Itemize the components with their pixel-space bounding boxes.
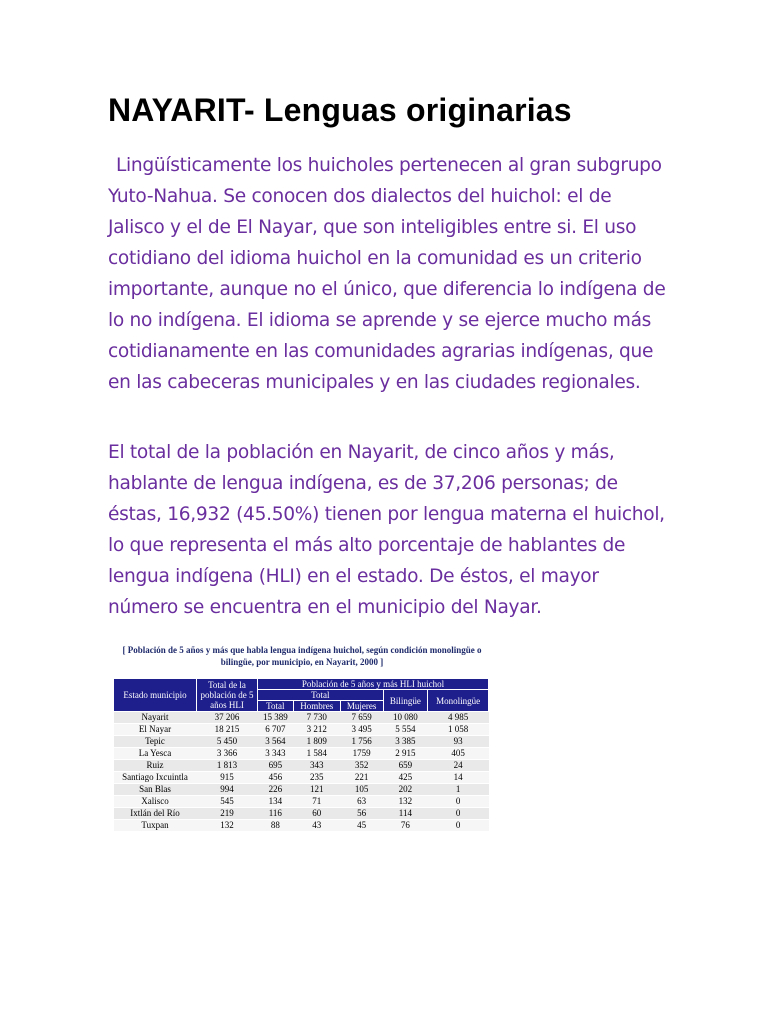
value-cell: 5 554 xyxy=(383,724,428,736)
header-total-poblacion: Total de la población de 5 años HLI xyxy=(197,679,258,712)
value-cell: 3 385 xyxy=(383,736,428,748)
value-cell: 56 xyxy=(340,808,383,820)
header-mujeres: Mujeres xyxy=(340,701,383,712)
value-cell: 1 809 xyxy=(293,736,340,748)
value-cell: 63 xyxy=(340,796,383,808)
value-cell: 405 xyxy=(428,748,489,760)
table-row xyxy=(114,784,489,796)
municipio-cell: Xalisco xyxy=(114,796,197,808)
value-cell: 1 xyxy=(428,784,489,796)
value-cell: 4 985 xyxy=(428,712,489,724)
value-cell: 134 xyxy=(258,796,294,808)
value-cell: 226 xyxy=(258,784,294,796)
value-cell: 10 080 xyxy=(383,712,428,724)
table-row xyxy=(114,724,489,736)
header-estado: Estado municipio xyxy=(114,679,197,712)
municipio-cell: Santiago Ixcuintla xyxy=(114,772,197,784)
municipio-cell: Ixtlán del Río xyxy=(114,808,197,820)
table-row xyxy=(114,748,489,760)
header-total-group: Total xyxy=(258,690,384,701)
municipio-cell: La Yesca xyxy=(114,748,197,760)
value-cell: 60 xyxy=(293,808,340,820)
value-cell: 132 xyxy=(197,820,258,832)
value-cell: 88 xyxy=(258,820,294,832)
header-total: Total xyxy=(258,701,294,712)
value-cell: 221 xyxy=(340,772,383,784)
value-cell: 116 xyxy=(258,808,294,820)
value-cell: 18 215 xyxy=(197,724,258,736)
value-cell: 425 xyxy=(383,772,428,784)
municipio-cell: Tuxpan xyxy=(114,820,197,832)
paragraph-population: El total de la población en Nayarit, de cinco años y más, hablante de lengua indígena, es de 37,206 personas; de éstas, 16,932 (45.50%) tienen por lengua materna el huichol, lo que representa el más alto porcentaje de hablantes de lengua indígena (HLI) en el estado. De éstos, el mayor número se encuentra en el municipio del Nayar. xyxy=(108,442,665,618)
value-cell: 15 389 xyxy=(258,712,294,724)
table-row xyxy=(114,712,489,724)
table-row xyxy=(114,796,489,808)
value-cell: 1 058 xyxy=(428,724,489,736)
value-cell: 76 xyxy=(383,820,428,832)
paragraph-linguistics: Lingüísticamente los huicholes pertenecen al gran subgrupo Yuto-Nahua. Se conocen dos dialectos del huichol: el de Jalisco y el de El Nayar, que son inteligibles entre si. El uso cotidiano del idioma huichol en la comunidad es un criterio importante, aunque no el único, que diferencia lo indígena de lo no indígena. El idioma se aprende y se ejerce mucho más cotidianamente en las comunidades agrarias indígenas, que en las cabeceras municipales y en las ciudades regionales. xyxy=(108,155,666,393)
value-cell: 695 xyxy=(258,760,294,772)
value-cell: 456 xyxy=(258,772,294,784)
header-bilingue: Bilingüe xyxy=(383,690,428,712)
value-cell: 1 584 xyxy=(293,748,340,760)
value-cell: 93 xyxy=(428,736,489,748)
value-cell: 3 366 xyxy=(197,748,258,760)
municipio-cell: Ruiz xyxy=(114,760,197,772)
value-cell: 7 730 xyxy=(293,712,340,724)
value-cell: 114 xyxy=(383,808,428,820)
value-cell: 1 813 xyxy=(197,760,258,772)
population-table xyxy=(113,678,489,832)
value-cell: 659 xyxy=(383,760,428,772)
value-cell: 5 450 xyxy=(197,736,258,748)
table-row xyxy=(114,760,489,772)
value-cell: 6 707 xyxy=(258,724,294,736)
value-cell: 219 xyxy=(197,808,258,820)
value-cell: 202 xyxy=(383,784,428,796)
table-row xyxy=(114,808,489,820)
value-cell: 43 xyxy=(293,820,340,832)
value-cell: 994 xyxy=(197,784,258,796)
value-cell: 3 495 xyxy=(340,724,383,736)
value-cell: 915 xyxy=(197,772,258,784)
value-cell: 0 xyxy=(428,796,489,808)
value-cell: 352 xyxy=(340,760,383,772)
value-cell: 343 xyxy=(293,760,340,772)
table-row xyxy=(114,820,489,832)
value-cell: 14 xyxy=(428,772,489,784)
municipio-cell: Nayarit xyxy=(114,712,197,724)
value-cell: 235 xyxy=(293,772,340,784)
value-cell: 545 xyxy=(197,796,258,808)
header-hombres: Hombres xyxy=(293,701,340,712)
value-cell: 3 212 xyxy=(293,724,340,736)
table-row xyxy=(114,772,489,784)
value-cell: 0 xyxy=(428,808,489,820)
header-monolingue: Monolingüe xyxy=(428,690,489,712)
municipio-cell: El Nayar xyxy=(114,724,197,736)
value-cell: 71 xyxy=(293,796,340,808)
table-body xyxy=(114,712,489,832)
value-cell: 3 343 xyxy=(258,748,294,760)
value-cell: 7 659 xyxy=(340,712,383,724)
value-cell: 45 xyxy=(340,820,383,832)
value-cell: 1759 xyxy=(340,748,383,760)
page-title: NAYARIT- Lenguas originarias xyxy=(108,92,572,128)
value-cell: 1 756 xyxy=(340,736,383,748)
value-cell: 3 564 xyxy=(258,736,294,748)
value-cell: 105 xyxy=(340,784,383,796)
municipio-cell: Tepic xyxy=(114,736,197,748)
table-row xyxy=(114,736,489,748)
value-cell: 132 xyxy=(383,796,428,808)
value-cell: 121 xyxy=(293,784,340,796)
header-group: Población de 5 años y más HLI huichol xyxy=(258,679,489,690)
value-cell: 24 xyxy=(428,760,489,772)
municipio-cell: San Blas xyxy=(114,784,197,796)
value-cell: 2 915 xyxy=(383,748,428,760)
table-caption: [ Población de 5 años y más que habla lengua indígena huichol, según condición monolingüe o bilingüe, por municipio, en Nayarit, 2000 ] xyxy=(122,645,482,667)
value-cell: 0 xyxy=(428,820,489,832)
value-cell: 37 206 xyxy=(197,712,258,724)
